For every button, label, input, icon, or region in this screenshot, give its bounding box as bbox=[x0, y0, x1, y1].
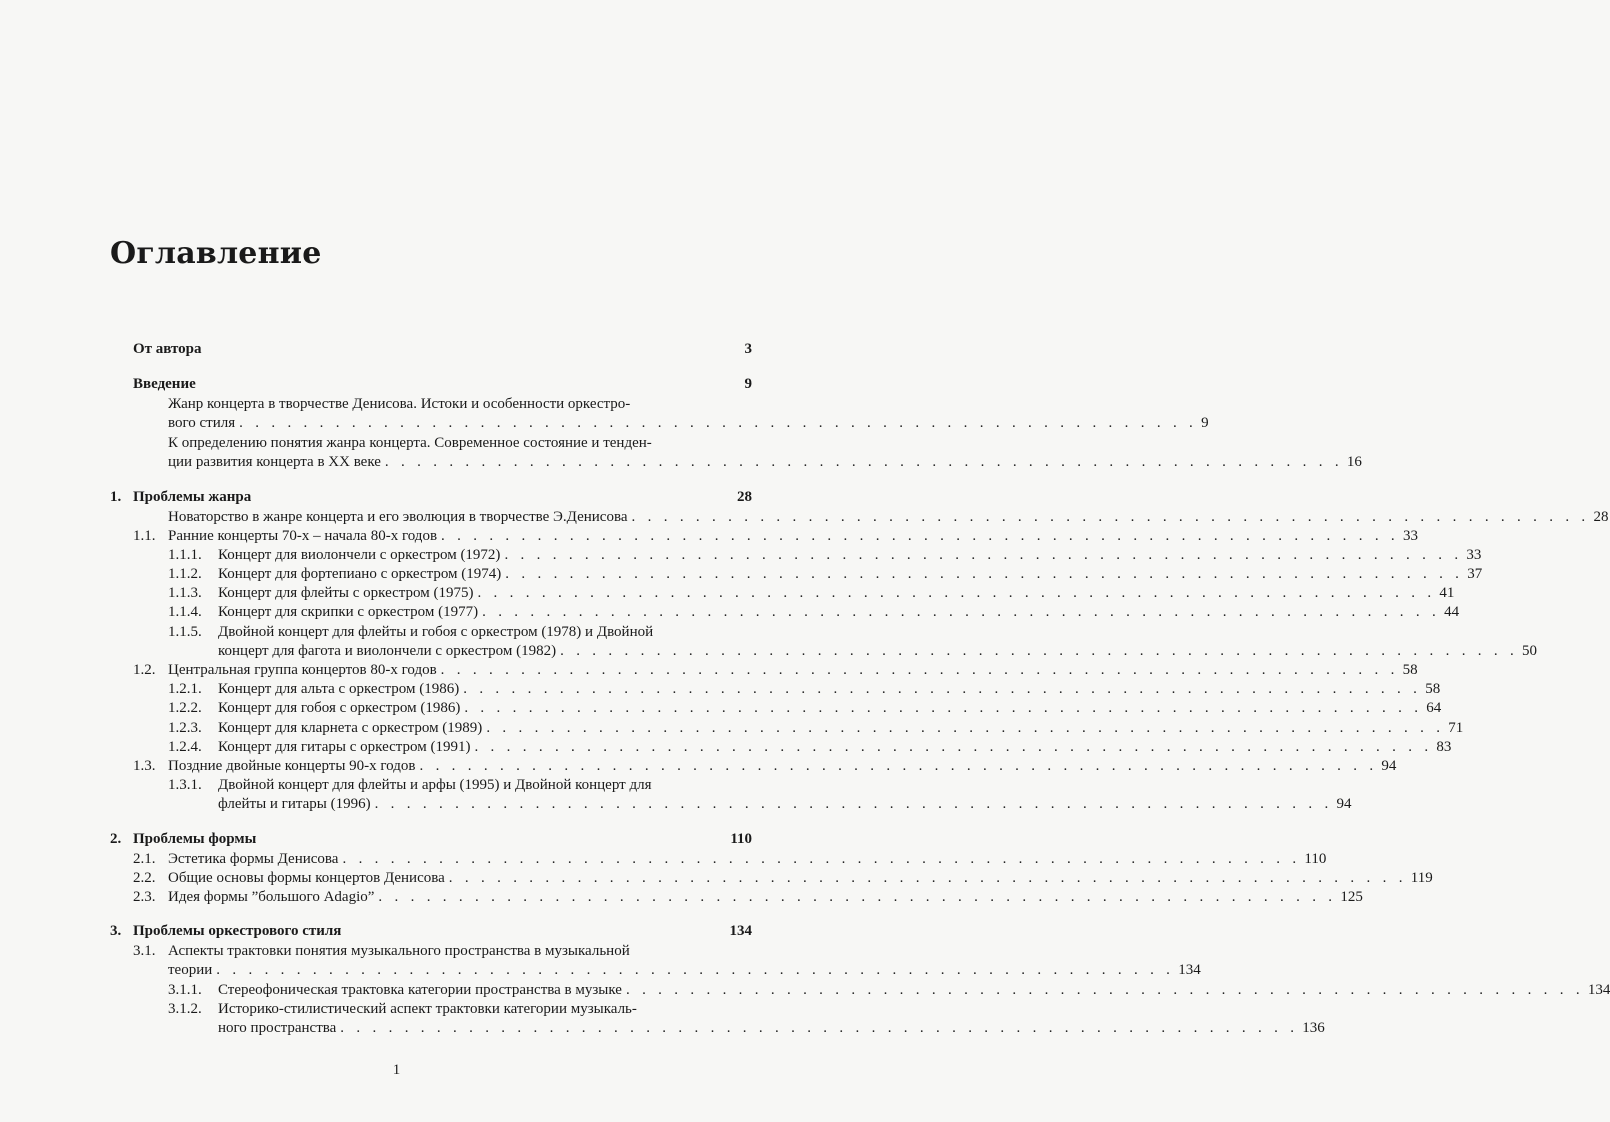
toc-entry[interactable] bbox=[168, 888, 1363, 907]
leader-dots: . . . . . . . . . . . . . . . . . . . . . . . . . . . . . . . . . . . . . . . . . . . . . . . . . . . . . . . . . . . . bbox=[342, 851, 1301, 867]
leader-dots: . . . . . . . . . . . . . . . . . . . . . . . . . . . . . . . . . . . . . . . . . . . . . . . . . . . . . . . . . . . . bbox=[440, 662, 1399, 678]
toc-entry[interactable] bbox=[133, 922, 752, 941]
toc-entry-page: 33 bbox=[1466, 547, 1482, 563]
toc-entry-number: 1.2. bbox=[133, 662, 156, 678]
toc-entry-title-cont: флейты и гитары (1996) bbox=[218, 796, 371, 812]
leader-dots: . . . . . . . . . . . . . . . . . . . . . . . . . . . . . . . . . . . . . . . . . . . . . . . . . . . . . . . . . . . . bbox=[477, 585, 1436, 601]
toc-entry-page: 134 bbox=[1587, 982, 1610, 998]
leader-dots: . . . . . . . . . . . . . . . . . . . . . . . . . . . . . . . . . . . . . . . . . . . . . . . . . . . . . . . . . . . . bbox=[625, 982, 1584, 998]
toc-entry-page: 37 bbox=[1467, 566, 1483, 582]
toc-entry-number: 3.1.2. bbox=[168, 1001, 202, 1017]
toc-entry-page: 41 bbox=[1439, 585, 1455, 601]
toc-entry-page: 83 bbox=[1436, 739, 1452, 755]
toc-entry-continuation[interactable] bbox=[218, 642, 1538, 661]
toc-entry-number: 1.1.5. bbox=[168, 624, 202, 640]
toc-entry[interactable] bbox=[168, 661, 1418, 680]
toc-entry-page: 94 bbox=[1336, 796, 1352, 812]
toc-entry-page: 136 bbox=[1302, 1020, 1325, 1036]
toc-entry[interactable] bbox=[218, 719, 1464, 738]
toc-entry-page: 71 bbox=[1448, 720, 1464, 736]
toc-entry-title: Ранние концерты 70-х – начала 80-х годов bbox=[168, 528, 438, 544]
toc-entry-title: Аспекты трактовки понятия музыкального пространства в музыкальной bbox=[168, 943, 630, 959]
toc-entry[interactable] bbox=[218, 738, 1452, 757]
toc-entry-page: 16 bbox=[1346, 454, 1362, 470]
toc-entry-number: 1.2.2. bbox=[168, 700, 202, 716]
toc-entry-page: 9 bbox=[1201, 415, 1209, 431]
toc-entry-page: 110 bbox=[1304, 851, 1327, 867]
toc-entry-title-cont: теории bbox=[168, 962, 213, 978]
toc-entry-number: 2.2. bbox=[133, 870, 156, 886]
toc-entry-number: 1.1.4. bbox=[168, 604, 202, 620]
toc-entry[interactable] bbox=[133, 340, 752, 359]
leader-dots: . . . . . . . . . . . . . . . . . . . . . . . . . . . . . . . . . . . . . . . . . . . . . . . . . . . . . . . . . . . . bbox=[216, 962, 1175, 978]
toc-entry-title: Стереофоническая трактовка категории пространства в музыке bbox=[218, 982, 622, 998]
toc-entry-page: 9 bbox=[744, 376, 752, 392]
toc-entry-title: Эстетика формы Денисова bbox=[168, 851, 339, 867]
toc-entry-title: От автора bbox=[133, 341, 202, 357]
toc-entry-title-cont: вого стиля bbox=[168, 415, 236, 431]
toc-entry-number: 1.2.3. bbox=[168, 720, 202, 736]
toc-entry-continuation[interactable] bbox=[218, 795, 1352, 814]
toc-entry-number: 3. bbox=[110, 923, 122, 939]
toc-entry-continuation[interactable] bbox=[168, 961, 1201, 980]
leader-dots: . . . . . . . . . . . . . . . . . . . . . . . . . . . . . . . . . . . . . . . . . . . . . . . . . . . . . . . . . . . . bbox=[464, 700, 1423, 716]
toc-entry-title: Центральная группа концертов 80-х годов bbox=[168, 662, 437, 678]
leader-dots: . . . . . . . . . . . . . . . . . . . . . . . . . . . . . . . . . . . . . . . . . . . . . . . . . . . . . . . . . . . . bbox=[631, 509, 1590, 525]
toc-entry-title: К определению понятия жанра концерта. Современное состояние и тенден- bbox=[168, 435, 652, 451]
toc-entry-title: Историко-стилистический аспект трактовки категории музыкаль- bbox=[218, 1001, 637, 1017]
toc-entry[interactable] bbox=[218, 1000, 752, 1019]
leader-dots: . . . . . . . . . . . . . . . . . . . . . . . . . . . . . . . . . . . . . . . . . . . . . . . . . . . . . . . . . . . . bbox=[560, 643, 1519, 659]
toc-entry-title: Концерт для скрипки с оркестром (1977) bbox=[218, 604, 479, 620]
leader-dots: . . . . . . . . . . . . . . . . . . . . . . . . . . . . . . . . . . . . . . . . . . . . . . . . . . . . . . . . . . . . bbox=[239, 415, 1198, 431]
toc-entry-number: 3.1.1. bbox=[168, 982, 202, 998]
toc-entry-title: Концерт для фортепиано с оркестром (1974) bbox=[218, 566, 502, 582]
toc-entry-page: 94 bbox=[1381, 758, 1397, 774]
toc-entry[interactable] bbox=[168, 395, 752, 414]
toc-entry-title: Поздние двойные концерты 90-х годов bbox=[168, 758, 416, 774]
toc-entry[interactable] bbox=[218, 680, 1441, 699]
toc-entry-page: 58 bbox=[1402, 662, 1418, 678]
toc-entry-title: Идея формы ”большого Adagio” bbox=[168, 889, 375, 905]
toc-entry-title: Проблемы формы bbox=[133, 831, 257, 847]
toc-entry-number: 3.1. bbox=[133, 943, 156, 959]
leader-dots: . . . . . . . . . . . . . . . . . . . . . . . . . . . . . . . . . . . . . . . . . . . . . . . . . . . . . . . . . . . . bbox=[486, 720, 1445, 736]
leader-dots: . . . . . . . . . . . . . . . . . . . . . . . . . . . . . . . . . . . . . . . . . . . . . . . . . . . . . . . . . . . . bbox=[448, 870, 1407, 886]
toc-entry-title: Двойной концерт для флейты и гобоя с оркестром (1978) и Двойной bbox=[218, 624, 654, 640]
leader-dots: . . . . . . . . . . . . . . . . . . . . . . . . . . . . . . . . . . . . . . . . . . . . . . . . . . . . . . . . . . . . bbox=[384, 454, 1343, 470]
toc-entry-title: Введение bbox=[133, 376, 196, 392]
toc-entry-title: Концерт для альта с оркестром (1986) bbox=[218, 681, 460, 697]
toc-entry-page: 44 bbox=[1444, 604, 1460, 620]
leader-dots: . . . . . . . . . . . . . . . . . . . . . . . . . . . . . . . . . . . . . . . . . . . . . . . . . . . . . . . . . . . . bbox=[340, 1020, 1299, 1036]
toc-entry-title: Новаторство в жанре концерта и его эволюция в творчестве Э.Денисова bbox=[168, 509, 628, 525]
leader-dots: . . . . . . . . . . . . . . . . . . . . . . . . . . . . . . . . . . . . . . . . . . . . . . . . . . . . . . . . . . . . bbox=[505, 566, 1464, 582]
toc-entry[interactable] bbox=[168, 869, 1433, 888]
leader-dots: . . . . . . . . . . . . . . . . . . . . . . . . . . . . . . . . . . . . . . . . . . . . . . . . . . . . . . . . . . . . bbox=[374, 796, 1333, 812]
toc-entry-page: 3 bbox=[744, 341, 752, 357]
toc-entry-title: Проблемы жанра bbox=[133, 489, 252, 505]
toc-entry[interactable] bbox=[133, 488, 752, 507]
toc-entry-title: Общие основы формы концертов Денисова bbox=[168, 870, 445, 886]
toc-entry-title-cont: ного пространства bbox=[218, 1020, 337, 1036]
toc-entry-page: 125 bbox=[1340, 889, 1363, 905]
leader-dots: . . . . . . . . . . . . . . . . . . . . . . . . . . . . . . . . . . . . . . . . . . . . . . . . . . . . . . . . . . . . bbox=[482, 604, 1441, 620]
toc-entry[interactable] bbox=[133, 375, 752, 394]
toc-entry-page: 64 bbox=[1426, 700, 1442, 716]
toc-entry-number: 1.1.1. bbox=[168, 547, 202, 563]
toc-entry-number: 2. bbox=[110, 831, 122, 847]
leader-dots: . . . . . . . . . . . . . . . . . . . . . . . . . . . . . . . . . . . . . . . . . . . . . . . . . . . . . . . . . . . . bbox=[419, 758, 1378, 774]
toc-entry[interactable] bbox=[168, 508, 1609, 527]
toc-entry[interactable] bbox=[218, 623, 752, 642]
toc-entry-number: 1.1. bbox=[133, 528, 156, 544]
toc-entry[interactable] bbox=[168, 942, 752, 961]
toc-entry-title: Концерт для виолончели с оркестром (1972) bbox=[218, 547, 501, 563]
toc-entry[interactable] bbox=[133, 830, 752, 849]
toc-entry[interactable] bbox=[168, 850, 1327, 869]
toc-entry-continuation[interactable] bbox=[168, 414, 1209, 433]
toc-entry-title: Двойной концерт для флейты и арфы (1995) и Двойной концерт для bbox=[218, 777, 652, 793]
page-title: Оглавление bbox=[110, 236, 322, 271]
toc-entry-number: 1.3.1. bbox=[168, 777, 202, 793]
toc-entry-number: 2.1. bbox=[133, 851, 156, 867]
toc-entry-page: 33 bbox=[1402, 528, 1418, 544]
leader-dots: . . . . . . . . . . . . . . . . . . . . . . . . . . . . . . . . . . . . . . . . . . . . . . . . . . . . . . . . . . . . bbox=[378, 889, 1337, 905]
toc-entry[interactable] bbox=[218, 546, 1482, 565]
toc-entry-page: 28 bbox=[737, 489, 752, 505]
toc-entry-number: 1.2.1. bbox=[168, 681, 202, 697]
leader-dots: . . . . . . . . . . . . . . . . . . . . . . . . . . . . . . . . . . . . . . . . . . . . . . . . . . . . . . . . . . . . bbox=[504, 547, 1463, 563]
toc-entry[interactable] bbox=[168, 757, 1397, 776]
leader-dots: . . . . . . . . . . . . . . . . . . . . . . . . . . . . . . . . . . . . . . . . . . . . . . . . . . . . . . . . . . . . bbox=[441, 528, 1399, 544]
toc-entry-title-cont: концерт для фагота и виолончели с оркестром (1982) bbox=[218, 643, 557, 659]
toc-entry[interactable] bbox=[218, 603, 1460, 622]
toc-entry-page: 119 bbox=[1410, 870, 1433, 886]
toc-entry-title: Концерт для гобоя с оркестром (1986) bbox=[218, 700, 461, 716]
toc-entry-title: Концерт для флейты с оркестром (1975) bbox=[218, 585, 474, 601]
toc-entry-title: Проблемы оркестрового стиля bbox=[133, 923, 342, 939]
toc-entry-number: 1.1.3. bbox=[168, 585, 202, 601]
toc-entry-number: 1.1.2. bbox=[168, 566, 202, 582]
toc-entry-number: 1.3. bbox=[133, 758, 156, 774]
toc-entry-number: 1.2.4. bbox=[168, 739, 202, 755]
toc-entry-title-cont: ции развития концерта в XX веке bbox=[168, 454, 381, 470]
toc-entry-continuation[interactable] bbox=[218, 1019, 1325, 1038]
toc-entry[interactable] bbox=[168, 527, 1418, 546]
toc-entry-page: 134 bbox=[1178, 962, 1201, 978]
toc-entry[interactable] bbox=[218, 699, 1442, 718]
toc-entry-title: Концерт для гитары с оркестром (1991) bbox=[218, 739, 471, 755]
toc-entry-page: 58 bbox=[1425, 681, 1441, 697]
toc-entry[interactable] bbox=[218, 981, 1610, 1000]
toc-entry-number: 1. bbox=[110, 489, 122, 505]
leader-dots: . . . . . . . . . . . . . . . . . . . . . . . . . . . . . . . . . . . . . . . . . . . . . . . . . . . . . . . . . . . . bbox=[474, 739, 1433, 755]
toc-entry-number: 2.3. bbox=[133, 889, 156, 905]
toc-entry-page: 28 bbox=[1593, 509, 1609, 525]
toc-entry[interactable] bbox=[218, 584, 1455, 603]
page-number: 1 bbox=[392, 1062, 401, 1078]
leader-dots: . . . . . . . . . . . . . . . . . . . . . . . . . . . . . . . . . . . . . . . . . . . . . . . . . . . . . . . . . . . . bbox=[463, 681, 1422, 697]
toc-entry[interactable] bbox=[168, 434, 752, 453]
toc-entry-continuation[interactable] bbox=[168, 453, 1362, 472]
toc-entry-page: 134 bbox=[729, 923, 752, 939]
toc-entry[interactable] bbox=[218, 565, 1483, 584]
toc-entry-page: 110 bbox=[730, 831, 752, 847]
toc-entry[interactable] bbox=[218, 776, 752, 795]
toc-entry-title: Концерт для кларнета с оркестром (1989) bbox=[218, 720, 483, 736]
toc-entry-page: 50 bbox=[1522, 643, 1538, 659]
toc-entry-title: Жанр концерта в творчестве Денисова. Истоки и особенности оркестро- bbox=[168, 396, 631, 412]
